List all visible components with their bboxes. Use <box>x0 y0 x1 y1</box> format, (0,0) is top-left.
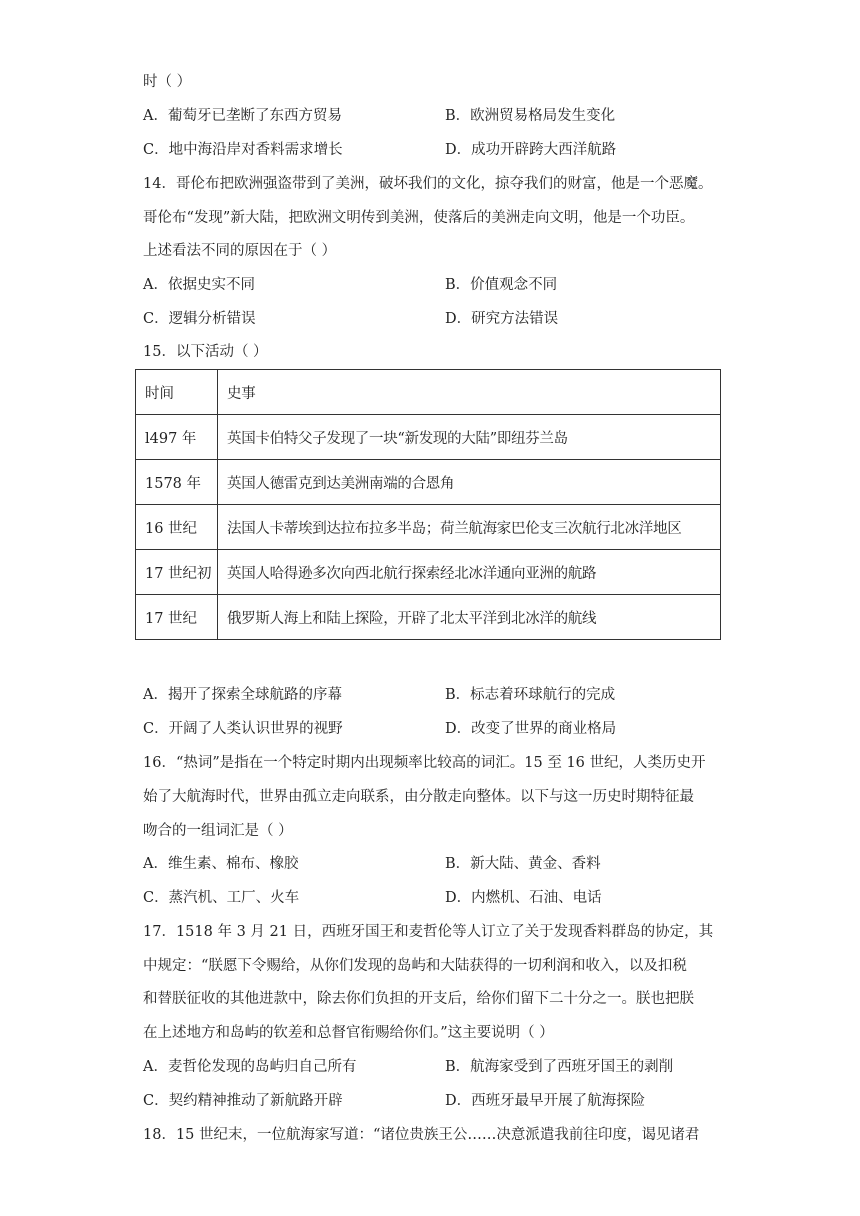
q15-stem: 15．以下活动（ ） <box>143 344 268 360</box>
q15-option-b[interactable]: B．标志着环球航行的完成 <box>445 687 616 703</box>
cell-time: 16 世纪 <box>136 505 218 550</box>
q17-option-c[interactable]: C．契约精神推动了新航路开辟 <box>143 1093 343 1109</box>
q16-stem-line-2: 始了大航海时代，世界由孤立走向联系，由分散走向整体。以下与这一历史时期特征最 <box>143 789 694 805</box>
q13-option-d[interactable]: D．成功开辟跨大西洋航路 <box>445 142 617 158</box>
q17-option-b[interactable]: B．航海家受到了西班牙国王的剥削 <box>445 1059 674 1075</box>
cell-time: 17 世纪 <box>136 595 218 640</box>
q17-option-a[interactable]: A．麦哲伦发现的岛屿归自己所有 <box>143 1059 357 1075</box>
q16-option-b[interactable]: B．新大陆、黄金、香料 <box>445 856 601 872</box>
q14-stem-line-2: 哥伦布“发现”新大陆，把欧洲文明传到美洲，使落后的美洲走向文明，他是一个功臣。 <box>143 210 695 226</box>
q17-stem-line-3: 和替朕征收的其他进款中，除去你们负担的开支后，给你们留下二十分之一。朕也把朕 <box>143 991 694 1007</box>
table-row <box>136 595 721 640</box>
q16-option-a[interactable]: A．维生素、棉布、橡胶 <box>143 856 299 872</box>
q16-stem-line-1: 16．“热词”是指在一个特定时期内出现频率比较高的词汇。15 至 16 世纪，人类历史开 <box>143 755 706 771</box>
q17-option-d[interactable]: D．西班牙最早开展了航海探险 <box>445 1093 646 1109</box>
table-row <box>136 505 721 550</box>
table-row <box>136 415 721 460</box>
cell-event: 英国人德雷克到达美洲南端的合恩角 <box>218 460 721 505</box>
table-row <box>136 550 721 595</box>
cell-event: 法国人卡蒂埃到达拉布拉多半岛；荷兰航海家巴伦支三次航行北冰洋地区 <box>218 505 721 550</box>
cell-event: 英国卡伯特父子发现了一块“新发现的大陆”即纽芬兰岛 <box>218 415 721 460</box>
header-time: 时间 <box>136 370 218 415</box>
q17-stem-line-4: 在上述地方和岛屿的钦差和总督官衔赐给你们。”这主要说明（ ） <box>143 1025 554 1041</box>
q13-stem-tail: 时（ ） <box>143 74 192 90</box>
q14-option-b[interactable]: B．价值观念不同 <box>445 277 558 293</box>
q15-option-c[interactable]: C．开阔了人类认识世界的视野 <box>143 721 343 737</box>
table-header-row <box>136 370 721 415</box>
q14-option-d[interactable]: D．研究方法错误 <box>445 311 559 327</box>
q15-events-table <box>135 369 721 640</box>
cell-time: l497 年 <box>136 415 218 460</box>
q14-option-a[interactable]: A．依据史实不同 <box>143 277 255 293</box>
q16-option-c[interactable]: C．蒸汽机、工厂、火车 <box>143 890 300 906</box>
q15-option-d[interactable]: D．改变了世界的商业格局 <box>445 721 617 737</box>
cell-time: 17 世纪初 <box>136 550 218 595</box>
q14-stem-line-1: 14．哥伦布把欧洲强盗带到了美洲，破坏我们的文化，掠夺我们的财富，他是一个恶魔。 <box>143 176 713 192</box>
q13-option-c[interactable]: C．地中海沿岸对香料需求增长 <box>143 142 343 158</box>
table-row <box>136 460 721 505</box>
q18-stem-line-1: 18．15 世纪末，一位航海家写道：“诸位贵族王公……决意派遣我前往印度，谒见诸君 <box>143 1127 700 1143</box>
cell-time: 1578 年 <box>136 460 218 505</box>
header-event: 史事 <box>218 370 721 415</box>
q14-stem-line-3: 上述看法不同的原因在于（ ） <box>143 243 337 259</box>
q13-option-a[interactable]: A．葡萄牙已垄断了东西方贸易 <box>143 108 342 124</box>
cell-event: 俄罗斯人海上和陆上探险，开辟了北太平洋到北冰洋的航线 <box>218 595 721 640</box>
q13-option-b[interactable]: B．欧洲贸易格局发生变化 <box>445 108 616 124</box>
q17-stem-line-2: 中规定：“朕愿下令赐给，从你们发现的岛屿和大陆获得的一切利润和收入，以及扣税 <box>143 958 687 974</box>
cell-event: 英国人哈得逊多次向西北航行探索经北冰洋通向亚洲的航路 <box>218 550 721 595</box>
q16-option-d[interactable]: D．内燃机、石油、电话 <box>445 890 602 906</box>
q17-stem-line-1: 17．1518 年 3 月 21 日，西班牙国王和麦哲伦等人订立了关于发现香料群岛的协定，其 <box>143 924 714 940</box>
q15-option-a[interactable]: A．揭开了探索全球航路的序幕 <box>143 687 342 703</box>
q14-option-c[interactable]: C．逻辑分析错误 <box>143 311 256 327</box>
q16-stem-line-3: 吻合的一组词汇是（ ） <box>143 823 293 839</box>
